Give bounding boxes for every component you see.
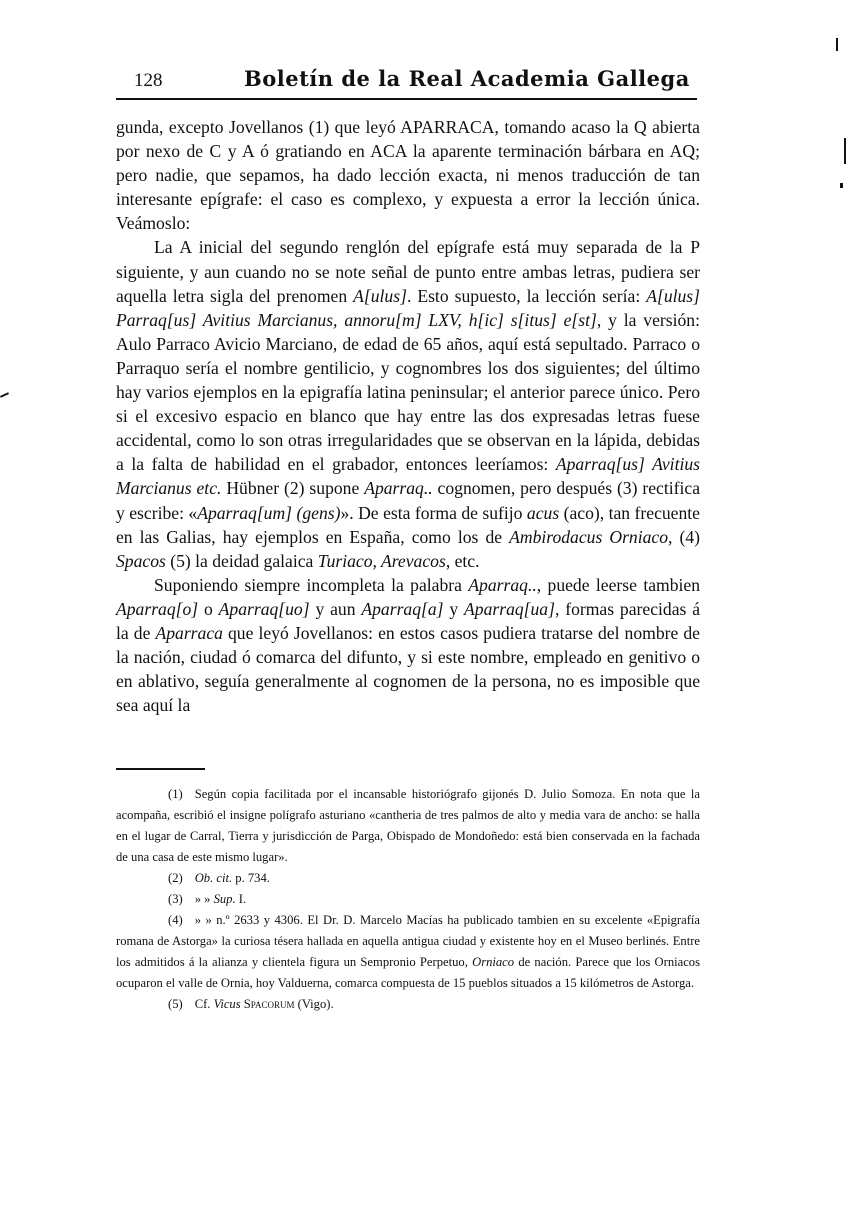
- text-run: de nación. Parece que los Orniacos ocuparon el valle de Ornia, hoy Valduerna, comarca compuesta de 15 pueblos situados a 15 kilómetros de Astorga.: [116, 955, 700, 990]
- footnote-number: (5): [168, 997, 183, 1011]
- italic-text: A[ulus] Parraq[us] Avitius Marcianus, annoru[m] LXV, h[ic] s[itus] e[st]: [116, 285, 700, 330]
- italic-text: Sup.: [213, 892, 236, 906]
- italic-text: Aparraq[o]: [116, 598, 199, 619]
- page-number: 128: [134, 70, 163, 91]
- italic-text: Aparraq[uo]: [218, 598, 310, 619]
- footnotes: [116, 784, 700, 1015]
- italic-text: A[ulus]: [353, 285, 407, 306]
- italic-text: acus: [526, 502, 560, 523]
- scan-mark: [836, 38, 838, 51]
- footnote-number: (1): [168, 787, 183, 801]
- text-run: , formas parecidas á la de: [116, 598, 701, 643]
- italic-text: Aparraq..: [364, 478, 433, 499]
- text-run: (5) la deidad galaica: [165, 550, 318, 571]
- italic-text: Ambirodacus Orniaco,: [509, 526, 673, 547]
- text-run: , etc.: [445, 550, 480, 571]
- text-run: (aco), tan frecuente en las Galias, hay ejemplos en España, como los de: [116, 502, 700, 547]
- text-run: Cf.: [194, 997, 214, 1011]
- text-run: Según copia facilitada por el incansable historiógrafo gijonés D. Julio Somoza. En nota que la acompaña, escribió el insigne polígrafo asturiano «cantheria de tres palmos de alto y media vara de ancho: se halla en el lugar de Carral, Tierra y jurisdicción de Parga, Obispado de Mondoñedo: está bien conservada en la fachada de una casa de este mismo lugar».: [116, 787, 700, 864]
- italic-text: Aparraca: [155, 622, 223, 643]
- italic-text: Aparraq[a]: [361, 598, 444, 619]
- footnote-number: (4): [168, 913, 183, 927]
- body-paragraph: [116, 115, 700, 235]
- footnote: [116, 784, 700, 868]
- text-run: gunda, excepto Jovellanos (1) que leyó APARRACA, tomando acaso la Q abierta por nexo de C y A ó gratiando en ACA la aparente terminación bárbara en AQ; pero nadie, que sepamos, ha dado lección exacta, ni menos traducción de tan interesante epígrafe: el caso es complexo, y expuesta a error la lección única. Veámoslo:: [116, 117, 700, 234]
- text-run: o: [198, 598, 219, 619]
- text-run: p. 734.: [232, 871, 270, 885]
- text-run: que leyó Jovellanos: en estos casos pudiera tratarse del nombre de la nación, ciudad ó comarca del difunto, y si este nombre, empleado en genitivo o en ablativo, seguía generalmente al cognomen de la persona, no es imposible que sea aquí la: [116, 622, 700, 716]
- text-run: Suponiendo siempre incompleta la palabra: [154, 574, 469, 595]
- italic-text: Turiaco, Arevacos: [317, 550, 446, 571]
- text-run: , puede leerse tambien: [536, 574, 700, 595]
- scan-mark: [840, 183, 843, 188]
- italic-text: Orniaco: [472, 955, 515, 969]
- body-text: [116, 115, 700, 717]
- text-run: ». De esta forma de sufijo: [340, 502, 527, 523]
- text-run: (Vigo).: [294, 997, 334, 1011]
- text-run: y: [443, 598, 465, 619]
- header-rule: [116, 98, 697, 100]
- text-run: . Esto supuesto, la lección sería:: [406, 285, 647, 306]
- scan-mark: [844, 138, 846, 164]
- italic-text: Aparraq[ua]: [464, 598, 555, 619]
- footnote: [116, 868, 700, 889]
- body-paragraph: [116, 573, 700, 718]
- running-title: Boletín de la Real Academia Gallega: [244, 66, 690, 91]
- footnote: [116, 889, 700, 910]
- italic-text: Aparraq[um] (gens): [197, 502, 341, 523]
- footnote-number: (3): [168, 892, 183, 906]
- footnote-separator: [116, 768, 205, 770]
- italic-text: Aparraq..: [468, 574, 537, 595]
- scan-mark: [0, 392, 9, 398]
- text-run: Hübner (2) supone: [221, 478, 365, 499]
- italic-text: Spacos: [116, 550, 166, 571]
- text-run: , y la versión: Aulo Parraco Avicio Marciano, de edad de 65 años, aquí está sepultado. Parraco o Parraquo sería el nombre gentilicio, y cognombres los dos siguientes; del último hay varios ejemplos en la epigrafía latina peninsular; el anterior parece único. Pero si el excesivo espacio en blanco que hay entre las dos expresadas letras fuese accidental, como lo son otras irregularidades que se observan en la lápida, debidas a la falta de habilidad en el grabador, entonces leeríamos:: [116, 309, 700, 475]
- text-run: y aun: [309, 598, 362, 619]
- text-run: La A inicial del segundo renglón del epígrafe está muy separada de la P siguiente, y aun cuando no se note señal de punto entre ambas letras, pudiera ser aquella letra sigla del prenomen: [116, 237, 700, 306]
- footnote-number: (2): [168, 871, 183, 885]
- italic-text: Aparraq[us] Avitius Marcianus etc.: [116, 454, 700, 499]
- italic-text: Ob. cit.: [194, 871, 233, 885]
- footnote: [116, 910, 700, 994]
- text-run: Spacorum: [243, 997, 295, 1011]
- italic-text: Vicus: [213, 997, 241, 1011]
- body-paragraph: [116, 235, 700, 572]
- page-header: [116, 66, 697, 98]
- text-run: (4): [672, 526, 700, 547]
- footnote: [116, 994, 700, 1015]
- text-run: I.: [235, 892, 247, 906]
- text-run: » » n.º 2633 y 4306. El Dr. D. Marcelo Macías ha publicado tambien en su excelente «Epigrafía romana de Astorga» la curiosa tésera hallada en aquella antigua ciudad y existente hoy en el Museo berlinés. Entre los admitidos á la alianza y clientela figura un Sempronio Perpetuo,: [116, 913, 700, 969]
- text-run: » »: [194, 892, 214, 906]
- text-run: cognomen, pero después (3) rectifica y escribe: «: [116, 478, 701, 523]
